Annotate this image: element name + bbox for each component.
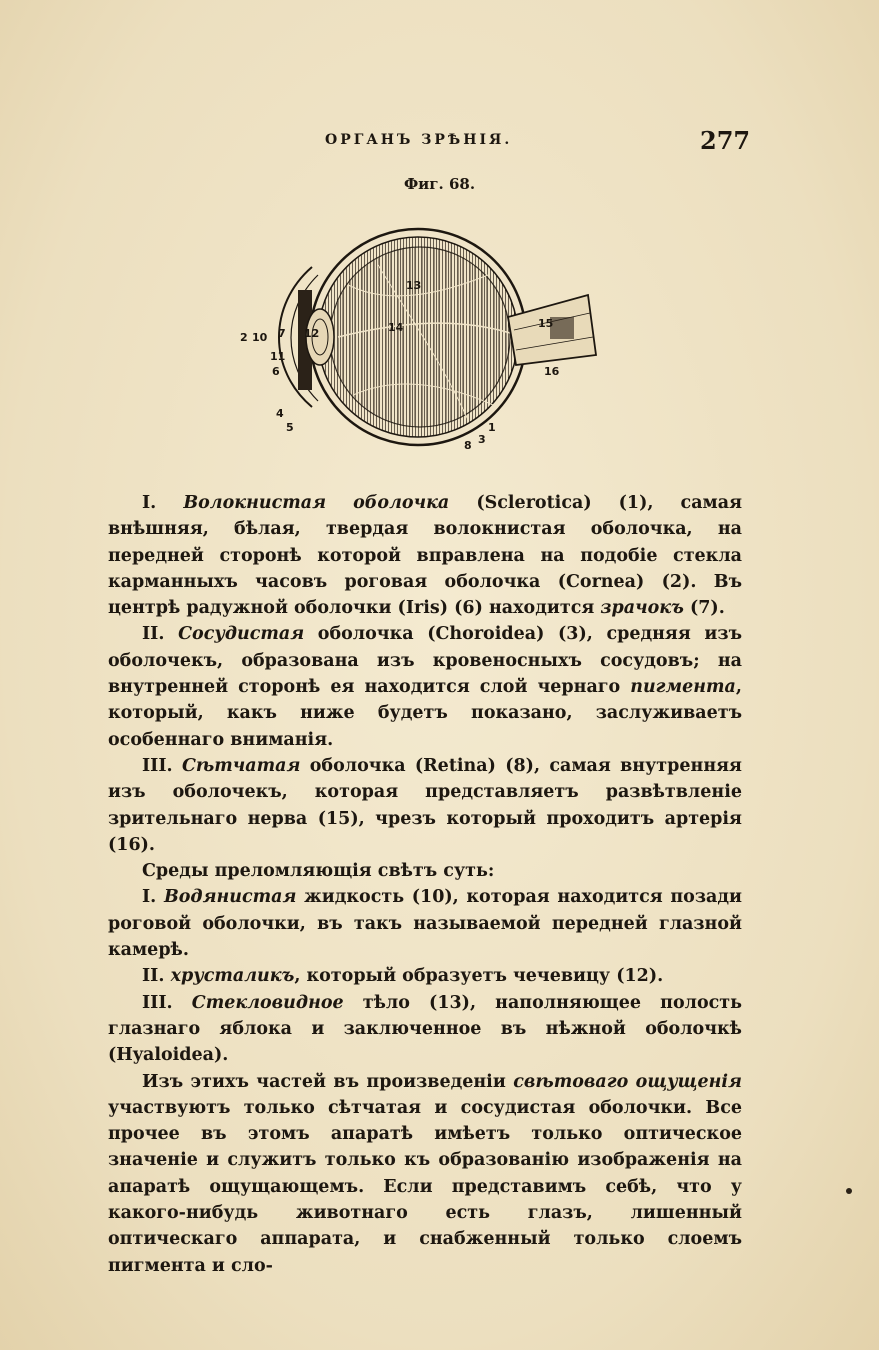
paragraph-choroidea: [108, 621, 742, 752]
running-head: [0, 126, 879, 156]
term-aqueous: Водянистая: [163, 887, 297, 908]
label-6: 6: [272, 365, 280, 378]
para-number: III.: [142, 992, 192, 1013]
label-4: 4: [276, 407, 284, 420]
term-retina: Сѣтчатая: [181, 755, 301, 776]
eye-diagram: [238, 205, 600, 467]
label-15: 15: [538, 317, 554, 330]
para-text-end: (7).: [683, 598, 725, 619]
label-5: 5: [286, 421, 294, 434]
label-10: 10: [252, 331, 268, 344]
running-title: ОРГАНЪ ЗРѢНІЯ.: [325, 132, 513, 148]
para-text-end: участвуютъ только сѣтчатая и сосудистая оболочки. Все прочее въ этомъ апаратѣ имѣетъ только оптическое значеніе и служитъ только къ образованію изображенія на апаратѣ ощущающемъ. Если представимъ себѣ, что у какого-нибудь животнаго есть глазъ, лишенный оптическаго аппарата, и снабженный только слоемъ пигмента и сло-: [108, 1097, 742, 1276]
paragraph-sclerotica: [108, 490, 742, 621]
label-3: 3: [478, 433, 486, 446]
paragraph-lens: [108, 963, 742, 989]
para-number: I.: [142, 887, 164, 908]
para-number: I.: [142, 493, 184, 513]
para-text: оболочка (Retina) (8), самая внутренняя изъ оболочекъ, которая представляетъ развѣтвленіе зрительнаго нерва (15), чрезъ который проходитъ артерія (16).: [108, 755, 742, 855]
paragraph-media-intro: Среды преломляющія свѣтъ суть:: [142, 861, 495, 882]
term-pupil: зрачокъ: [600, 598, 684, 619]
para-text-end: , который, какъ ниже будетъ показано, заслуживаетъ особеннаго вниманія.: [108, 677, 742, 750]
para-number: III.: [142, 755, 182, 776]
eye-cross-section-illustration: [238, 205, 600, 467]
para-text: (Sclerotica) (1), самая внѣшняя, бѣлая, твердая волокнистая оболочка, на передней сторонѣ которой вправлена на подобіе стекла карманныхъ часовъ роговая оболочка (Cornea) (2). Въ центрѣ радужной оболочки (Iris) (6) находится: [108, 493, 743, 619]
figure-caption: Фиг. 68.: [403, 175, 476, 193]
term-sclerotica: Волокнистая оболочка: [183, 493, 450, 513]
para-number: II.: [142, 966, 171, 987]
paragraph-retina: [108, 753, 742, 858]
term-light-sensation: свѣтоваго ощущенія: [513, 1071, 742, 1092]
ink-speck: [846, 1188, 852, 1194]
para-text: тѣло (13), наполняющее полость глазнаго яблока и заключенное въ нѣжной оболочкѣ (Hyaloidea).: [108, 992, 742, 1066]
label-8: 8: [464, 439, 472, 452]
label-12: 12: [304, 327, 320, 340]
paragraph-conclusion: [108, 1069, 742, 1279]
label-14: 14: [388, 321, 404, 334]
term-vitreous: Стекловидное: [191, 992, 344, 1013]
para-text: Изъ этихъ частей въ произведеніи: [142, 1071, 514, 1092]
label-7: 7: [278, 327, 286, 340]
para-number: II.: [142, 624, 179, 645]
term-lens: хрусталикъ: [170, 966, 295, 987]
label-16: 16: [544, 365, 560, 378]
para-text: , который образуетъ чечевицу (12).: [294, 966, 664, 987]
paragraph-vitreous: [108, 990, 742, 1069]
page-number: 277: [700, 126, 751, 155]
label-1: 1: [488, 421, 496, 434]
label-13: 13: [406, 279, 422, 292]
label-11: 11: [270, 350, 286, 363]
label-2: 2: [240, 331, 248, 344]
paragraph-aqueous: [108, 884, 742, 963]
term-pigment: пигмента: [630, 677, 736, 698]
para-text: жидкость (10), которая находится позади роговой оболочки, въ такъ называемой передней глазной камерѣ.: [108, 887, 742, 961]
para-text: оболочка (Choroidea) (3), средняя изъ оболочекъ, образована изъ кровеносныхъ сосудовъ; на внутренней сторонѣ ея находится слой чернаго: [108, 624, 742, 698]
term-choroidea: Сосудистая: [178, 624, 305, 645]
body-text: [108, 490, 742, 1279]
